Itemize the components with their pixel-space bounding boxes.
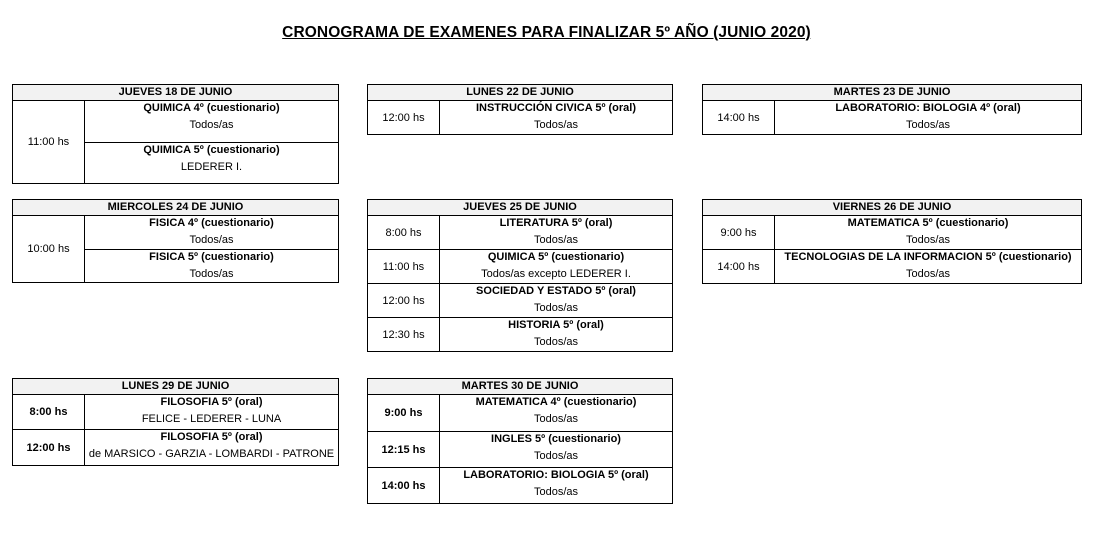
exam-cell bbox=[85, 249, 338, 283]
day-table bbox=[367, 378, 673, 504]
exam-cell bbox=[440, 284, 672, 317]
day-header: JUEVES 25 DE JUNIO bbox=[368, 200, 672, 216]
exam-cell bbox=[775, 216, 1081, 249]
exam-cell bbox=[440, 468, 672, 503]
day-header: JUEVES 18 DE JUNIO bbox=[13, 85, 338, 101]
exam-students: Todos/as bbox=[905, 234, 951, 246]
day-table bbox=[12, 378, 339, 466]
exam-subject: INGLES 5º (cuestionario) bbox=[491, 433, 621, 445]
time-cell: 8:00 hs bbox=[368, 216, 440, 249]
exam-subject: MATEMATICA 5º (cuestionario) bbox=[847, 217, 1009, 229]
day-header: LUNES 22 DE JUNIO bbox=[368, 85, 672, 101]
exam-subject: LABORATORIO: BIOLOGIA 5º (oral) bbox=[463, 469, 649, 481]
time-cell: 12:00 hs bbox=[13, 430, 85, 465]
exam-subject: QUIMICA 5º (cuestionario) bbox=[143, 143, 280, 156]
exam-students: Todos/as excepto LEDERER I. bbox=[481, 268, 631, 280]
time-slot-row bbox=[368, 431, 672, 467]
exam-students: Todos/as bbox=[533, 336, 579, 348]
exam-subject: FISICA 5º (cuestionario) bbox=[149, 250, 274, 263]
exam-cell bbox=[440, 101, 672, 134]
exam-subject: FISICA 4º (cuestionario) bbox=[149, 217, 274, 229]
time-cell: 12:15 hs bbox=[368, 432, 440, 467]
page-title: CRONOGRAMA DE EXAMENES PARA FINALIZAR 5º AÑO (JUNIO 2020) bbox=[282, 24, 811, 41]
exam-subject: MATEMATICA 4º (cuestionario) bbox=[475, 396, 637, 408]
day-table bbox=[702, 84, 1082, 135]
time-slot-row bbox=[368, 283, 672, 317]
exam-students: Todos/as bbox=[189, 234, 234, 246]
time-slot-row bbox=[368, 249, 672, 283]
day-header: LUNES 29 DE JUNIO bbox=[13, 379, 338, 395]
exam-subject: LABORATORIO: BIOLOGIA 4º (oral) bbox=[835, 102, 1021, 114]
time-slot-row bbox=[368, 467, 672, 503]
day-table bbox=[367, 199, 673, 352]
exam-cell bbox=[775, 250, 1081, 283]
time-slot-row bbox=[368, 395, 672, 431]
time-slot-row bbox=[703, 216, 1081, 249]
exam-students: Todos/as bbox=[533, 413, 579, 425]
time-cell: 12:00 hs bbox=[368, 101, 440, 134]
exam-students: FELICE - LEDERER - LUNA bbox=[141, 413, 282, 425]
exam-students: Todos/as bbox=[533, 234, 579, 246]
exam-subject: INSTRUCCIÓN CIVICA 5º (oral) bbox=[475, 102, 637, 114]
exam-cell bbox=[85, 101, 338, 142]
exam-students: Todos/as bbox=[533, 119, 579, 131]
exam-cell bbox=[85, 430, 338, 465]
time-slot-row bbox=[13, 395, 338, 429]
day-table bbox=[702, 199, 1082, 284]
exam-students: Todos/as bbox=[533, 302, 579, 314]
exam-students: LEDERER I. bbox=[180, 160, 243, 173]
exam-subject: LITERATURA 5º (oral) bbox=[499, 217, 613, 229]
exam-students: de MARSICO - GARZIA - LOMBARDI - PATRONE bbox=[88, 448, 335, 460]
exam-subject: QUIMICA 4º (cuestionario) bbox=[143, 102, 280, 114]
time-slot-row bbox=[13, 429, 338, 465]
time-cell: 11:00 hs bbox=[368, 250, 440, 283]
exam-cell bbox=[440, 318, 672, 351]
time-cell: 14:00 hs bbox=[703, 250, 775, 283]
exam-students: Todos/as bbox=[905, 268, 951, 280]
exam-students: Todos/as bbox=[189, 267, 234, 280]
day-header: MIERCOLES 24 DE JUNIO bbox=[13, 200, 338, 216]
time-cell: 8:00 hs bbox=[13, 395, 85, 429]
day-header: MARTES 23 DE JUNIO bbox=[703, 85, 1081, 101]
exam-subject: SOCIEDAD Y ESTADO 5º (oral) bbox=[476, 285, 636, 297]
exam-subject: FILOSOFIA 5º (oral) bbox=[160, 396, 263, 408]
exam-cell bbox=[85, 216, 338, 249]
time-cell: 10:00 hs bbox=[13, 216, 85, 282]
day-table bbox=[12, 199, 339, 283]
time-cell: 14:00 hs bbox=[368, 468, 440, 503]
exam-students: Todos/as bbox=[905, 119, 951, 131]
time-cell: 9:00 hs bbox=[703, 216, 775, 249]
exam-cell bbox=[85, 395, 338, 429]
exam-students: Todos/as bbox=[189, 119, 234, 131]
time-slot-row bbox=[368, 216, 672, 249]
exam-subject: TECNOLOGIAS DE LA INFORMACION 5º (cuestionario) bbox=[784, 251, 1072, 263]
time-slot-row bbox=[368, 317, 672, 351]
exam-cell bbox=[440, 250, 672, 283]
day-header: MARTES 30 DE JUNIO bbox=[368, 379, 672, 395]
time-slot-row bbox=[703, 101, 1081, 134]
exam-cell bbox=[440, 216, 672, 249]
day-table bbox=[367, 84, 673, 135]
exam-subject: QUIMICA 5º (cuestionario) bbox=[487, 251, 625, 263]
day-header: VIERNES 26 DE JUNIO bbox=[703, 200, 1081, 216]
exam-subject: HISTORIA 5º (oral) bbox=[508, 319, 604, 331]
time-cell: 11:00 hs bbox=[13, 101, 85, 183]
exam-subject: FILOSOFIA 5º (oral) bbox=[160, 431, 263, 443]
time-cell: 14:00 hs bbox=[703, 101, 775, 134]
time-slot-row bbox=[13, 101, 338, 183]
day-table bbox=[12, 84, 339, 184]
exam-students: Todos/as bbox=[533, 486, 579, 498]
exam-cell bbox=[440, 432, 672, 467]
time-slot-row bbox=[368, 101, 672, 134]
exam-cell bbox=[440, 395, 672, 431]
exam-cell bbox=[775, 101, 1081, 134]
time-cell: 12:30 hs bbox=[368, 318, 440, 351]
time-cell: 9:00 hs bbox=[368, 395, 440, 431]
time-slot-row bbox=[13, 216, 338, 282]
exam-cell bbox=[85, 142, 338, 184]
exam-students: Todos/as bbox=[533, 450, 579, 462]
time-slot-row bbox=[703, 249, 1081, 283]
time-cell: 12:00 hs bbox=[368, 284, 440, 317]
